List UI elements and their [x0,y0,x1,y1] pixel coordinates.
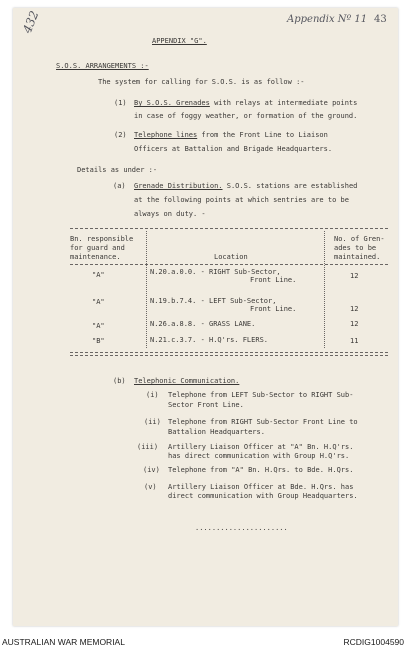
method-1-number: (1) [114,99,127,107]
grenade-dist-line1: Grenade Distribution. S.O.S. stations are established [134,182,358,190]
tel-item-2-number: (ii) [144,418,161,426]
table-row-1-loc2: Front Line. [250,276,297,284]
tel-item-2-line1: Telephone from RIGHT Sub-Sector Front Line to [168,418,358,426]
folio-number: 432 [20,8,42,36]
table-row-3-count: 12 [350,320,359,328]
table-row-2-count: 12 [350,305,359,313]
tel-item-3-line2: has direct communication with Group H.Q'rs. [168,452,350,460]
tel-item-5-line1: Artillery Liaison Officer at Bde. H.Qrs. has [168,483,354,491]
header-grenades-1: No. of Gren- [334,235,385,243]
header-responsible-2: for guard and [70,244,125,252]
header-grenades-3: maintained. [334,253,381,261]
table-col-divider-1 [146,231,147,348]
table-row-4-loc: N.21.c.3.7. - H.Q'rs. FLERS. [150,336,269,344]
table-row-2-loc: N.19.b.7.4. - LEFT Sub-Sector, [150,297,277,305]
header-responsible-1: Bn. responsible [70,235,134,243]
tel-item-2-line2: Battalion Headquarters. [168,428,265,436]
header-responsible-3: maintenance. [70,253,121,261]
method-2-number: (2) [114,131,127,139]
section-heading: S.O.S. ARRANGEMENTS :- [56,62,149,70]
method-2-line1: Telephone lines from the Front Line to Liaison [134,131,328,139]
telephonic-number: (b) [113,377,126,385]
method-2-line2: Officers at Battalion and Brigade Headquarters. [134,145,333,153]
header-grenades-2: ades to be [334,244,377,252]
footer-id: RCDIG1004590 [343,637,404,647]
table-header-rule [70,264,388,265]
table-row-1-bn: "A" [92,271,105,279]
tel-item-1-line2: Sector Front Line. [168,401,244,409]
tel-item-3-line1: Artillery Liaison Officer at "A" Bn. H.Q'rs. [168,443,354,451]
tel-item-4-number: (iv) [143,466,160,474]
page-number: 43 [374,14,387,25]
table-top-rule [70,228,388,229]
header-location: Location [214,253,248,261]
table-bottom-rule-2 [70,355,388,356]
details-label: Details as under :- [77,166,158,174]
tel-item-4-line1: Telephone from "A" Bn. H.Qrs. to Bde. H.Qrs. [168,466,354,474]
table-bottom-rule [70,352,388,353]
method-1-line1: By S.O.S. Grenades with relays at intermediate points [134,99,358,107]
table-row-3-loc: N.26.a.8.8. - GRASS LANE. [150,320,256,328]
footer-source: AUSTRALIAN WAR MEMORIAL [2,637,125,647]
table-col-divider-2 [324,231,325,348]
tel-item-3-number: (iii) [137,443,159,451]
appendix-handwritten: Appendix Nº 11 [287,14,368,25]
tel-item-1-number: (i) [146,391,159,399]
table-row-1-loc: N.20.a.0.0. - RIGHT Sub-Sector, [150,268,281,276]
method-1-line2: in case of foggy weather, or formation of the ground. [134,112,358,120]
end-dots: ...................... [195,524,288,532]
grenade-dist-line3: always on duty. - [134,210,206,218]
table-row-1-count: 12 [350,272,359,280]
tel-item-5-number: (v) [144,483,157,491]
grenade-dist-number: (a) [113,182,126,190]
tel-item-5-line2: direct communication with Group Headquarters. [168,492,358,500]
table-row-2-bn: "A" [92,298,105,306]
grenade-dist-line2: at the following points at which sentries are to be [134,196,349,204]
tel-item-1-line1: Telephone from LEFT Sub-Sector to RIGHT Sub- [168,391,354,399]
table-row-3-bn: "A" [92,322,105,330]
table-row-4-bn: "B" [92,337,105,345]
table-row-2-loc2: Front Line. [250,305,297,313]
intro-text: The system for calling for S.O.S. is as follow :- [98,78,305,86]
document-title: APPENDIX "G". [152,37,207,45]
telephonic-heading: Telephonic Communication. [134,377,240,385]
table-row-4-count: 11 [350,337,359,345]
